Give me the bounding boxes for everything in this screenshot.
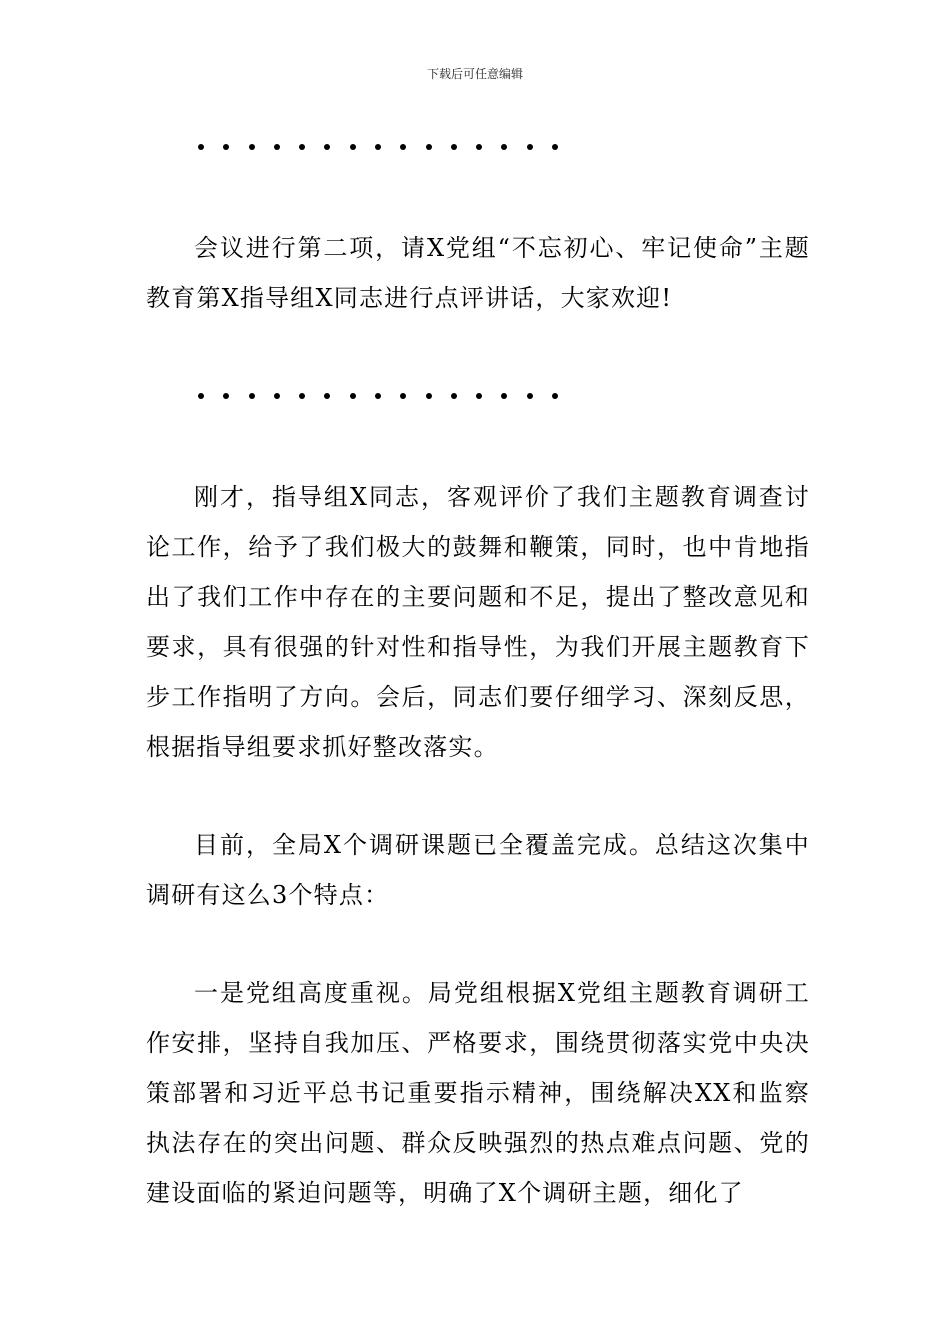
separator-dot	[249, 393, 255, 399]
separator-dot	[451, 144, 457, 150]
separator-dot	[400, 393, 406, 399]
separator-dot	[527, 393, 533, 399]
separator-dot	[299, 393, 305, 399]
separator-dot	[249, 144, 255, 150]
separator-dot	[324, 144, 330, 150]
separator-dot	[350, 393, 356, 399]
separator-dot	[552, 393, 558, 399]
separator-dot	[527, 144, 533, 150]
separator-dot	[223, 144, 229, 150]
separator-dot	[350, 144, 356, 150]
separator-dot	[400, 144, 406, 150]
separator-dot	[451, 393, 457, 399]
separator-dot	[476, 393, 482, 399]
separator-dot	[375, 144, 381, 150]
separator-dot	[501, 393, 507, 399]
separator-dot	[426, 393, 432, 399]
separator-dot	[552, 144, 558, 150]
paragraph-point-one: 一是党组高度重视。局党组根据X党组主题教育调研工作安排，坚持自我加压、严格要求，围绕贯彻落实党中央决策部署和习近平总书记重要指示精神，围绕解决XX和监察执法存在的突出问题、群众反映强烈的热点难点问题、党的建设面临的紧迫问题等，明确了X个调研主题，细化了	[146, 979, 810, 1207]
separator-dot	[375, 393, 381, 399]
separator-dot	[223, 393, 229, 399]
paragraph-research-status: 目前，全局X个调研课题已全覆盖完成。总结这次集中调研有这么3个特点：	[146, 831, 810, 909]
paragraph-review-comments: 刚才，指导组X同志，客观评价了我们主题教育调查讨论工作，给予了我们极大的鼓舞和鞭策，同时，也中肯地指出了我们工作中存在的主要问题和不足，提出了整改意见和要求，具有很强的针对性和指导性，为我们开展主题教育下步工作指明了方向。会后，同志们要仔细学习、深刻反思，根据指导组要求抓好整改落实。	[146, 483, 810, 761]
separator-dot	[274, 144, 280, 150]
separator-dot	[324, 393, 330, 399]
separator-dot	[198, 144, 204, 150]
dot-separator	[198, 390, 558, 402]
dot-separator	[198, 141, 558, 153]
separator-dot	[299, 144, 305, 150]
separator-dot	[426, 144, 432, 150]
paragraph-meeting-item: 会议进行第二项，请X党组“不忘初心、牢记使命”主题教育第X指导组X同志进行点评讲话，大家欢迎!	[146, 234, 810, 312]
separator-dot	[476, 144, 482, 150]
page-header: 下载后可任意编辑	[426, 67, 523, 81]
separator-dot	[274, 393, 280, 399]
separator-dot	[501, 144, 507, 150]
separator-dot	[198, 393, 204, 399]
